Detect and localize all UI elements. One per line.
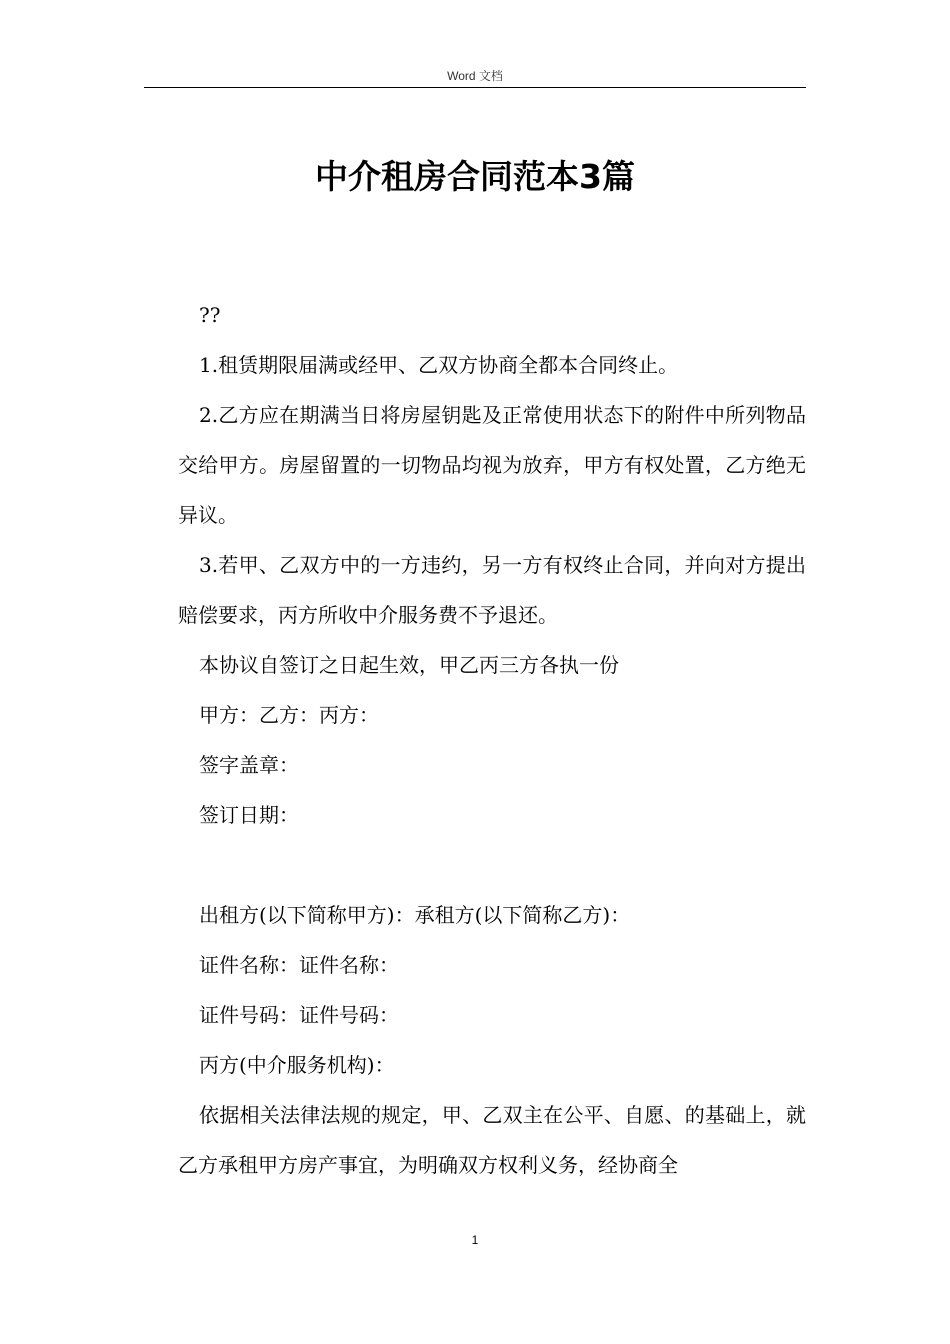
header-divider <box>144 87 806 88</box>
paragraph-sign-date: 签订日期： <box>199 803 299 827</box>
paragraph-signature: 签字盖章： <box>199 753 299 777</box>
paragraph-clause-1: 1.租赁期限届满或经甲、乙双方协商全都本合同终止。 <box>199 353 679 377</box>
paragraph-clause-3: 3.若甲、乙双方中的一方违约，另一方有权终止合同，并向对方提出赔偿要求，丙方所收中介服务费不予退还。 <box>178 553 806 627</box>
paragraph-id-number: 证件号码：证件号码： <box>199 1003 399 1027</box>
section-spacer <box>178 840 806 890</box>
paragraph-clause-2: 2.乙方应在期满当日将房屋钥匙及正常使用状态下的附件中所列物品交给甲方。房屋留置的一切物品均视为放弃，甲方有权处置，乙方绝无异议。 <box>178 403 806 527</box>
paragraph-parties: 甲方：乙方：丙方： <box>199 703 379 727</box>
document-title: 中介租房合同范本3篇 <box>315 157 635 196</box>
paragraph-lessor-lessee: 出租方(以下简称甲方)：承租方(以下简称乙方)： <box>199 903 631 927</box>
paragraph-effective: 本协议自签订之日起生效，甲乙丙三方各执一份 <box>199 653 619 677</box>
document-body <box>178 290 806 1190</box>
page-number: 1 <box>471 1233 479 1247</box>
paragraph-id-name: 证件名称：证件名称： <box>199 953 399 977</box>
paragraph-placeholder: ?? <box>199 303 221 327</box>
page-header-label: Word 文档 <box>447 69 503 83</box>
paragraph-agency: 丙方(中介服务机构)： <box>199 1053 395 1077</box>
paragraph-preamble: 依据相关法律法规的规定，甲、乙双主在公平、自愿、的基础上，就乙方承租甲方房产事宜，为明确双方权利义务，经协商全 <box>178 1103 806 1177</box>
